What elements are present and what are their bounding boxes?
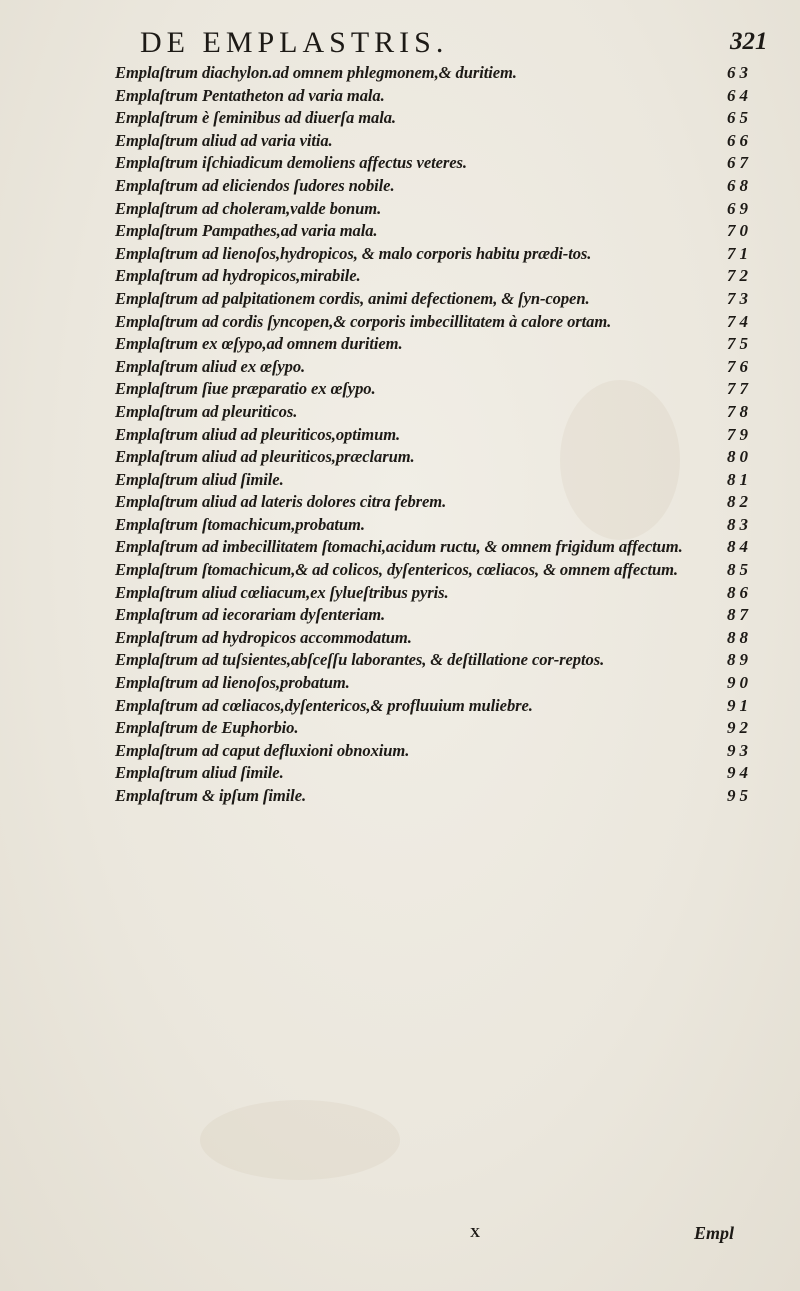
entry-page-number: 85 (727, 560, 752, 580)
index-entry (0, 627, 800, 650)
page-header (0, 26, 800, 66)
index-entry (0, 559, 800, 582)
entry-title: Emplaſtrum aliud cœliacum,ex ſylueſtribus pyris. (115, 582, 449, 602)
entry-page-number: 63 (727, 63, 752, 82)
index-entry (0, 85, 800, 108)
page-footer (0, 1223, 800, 1252)
index-entry (0, 401, 800, 424)
index-entry (0, 582, 800, 605)
entry-page-number: 77 (727, 379, 752, 399)
entry-page-number: 66 (727, 130, 752, 150)
page-number: 321 (730, 28, 768, 55)
entry-page-number: 89 (727, 650, 752, 670)
entry-page-number: 78 (727, 401, 752, 421)
index-entry (0, 333, 800, 356)
entry-title: Emplaſtrum ad caput defluxioni obnoxium. (115, 740, 410, 760)
entry-title: Emplaſtrum aliud ad varia vitia. (115, 130, 333, 150)
index-entry (0, 536, 800, 559)
index-entry (0, 762, 800, 785)
entry-title: Emplaſtrum ad hydropicos accommodatum. (115, 627, 412, 647)
index-entry (0, 62, 800, 85)
index-entry (0, 107, 800, 130)
entry-page-number: 90 (727, 673, 752, 693)
index-entry (0, 311, 800, 334)
entry-title: Emplaſtrum diachylon.ad omnem phlegmonem,& duritiem. (115, 63, 517, 82)
entry-page-number: 93 (727, 740, 752, 760)
entry-page-number: 91 (727, 695, 752, 715)
entry-title: Emplaſtrum ad palpitationem cordis, animi defectionem, & ſyn-copen. (115, 288, 590, 308)
entry-title: Emplaſtrum de Euphorbio. (115, 718, 299, 738)
index-entry (0, 469, 800, 492)
entry-page-number: 86 (727, 582, 752, 602)
entry-title: Emplaſtrum ſtomachicum,& ad colicos, dyſentericos, cœliacos, & omnem affectum. (115, 560, 678, 580)
signature-mark: X (470, 1226, 481, 1241)
index-entry (0, 175, 800, 198)
entry-page-number: 94 (727, 763, 752, 783)
entry-page-number: 72 (727, 266, 752, 286)
catchword: Empl (694, 1223, 735, 1243)
entry-title: Emplaſtrum ex œſypo,ad omnem duritiem. (115, 334, 403, 354)
entry-title: Emplaſtrum aliud ſimile. (115, 469, 284, 489)
entry-page-number: 71 (727, 243, 752, 263)
entry-title: Emplaſtrum ad eliciendos ſudores nobile. (115, 175, 395, 195)
index-entry (0, 672, 800, 695)
entry-title: Emplaſtrum ad tuſsientes,abſceſſu laborantes, & deſtillatione cor-reptos. (115, 650, 605, 670)
running-title: DE EMPLASTRIS. (140, 26, 449, 59)
index-entry (0, 356, 800, 379)
entry-page-number: 73 (727, 288, 752, 308)
entry-title: Emplaſtrum ad imbecillitatem ſtomachi,acidum ructu, & omnem frigidum affectum. (115, 537, 683, 557)
entry-title: Emplaſtrum Pampathes,ad varia mala. (115, 221, 378, 241)
entry-page-number: 70 (727, 221, 752, 241)
entry-title: Emplaſtrum iſchiadicum demoliens affectus veteres. (115, 153, 467, 173)
entry-page-number: 95 (727, 786, 752, 805)
entry-title: Emplaſtrum è ſeminibus ad diuerſa mala. (115, 108, 396, 128)
index-entry (0, 424, 800, 447)
entry-title: Emplaſtrum ad cordis ſyncopen,& corporis imbecillitatem à calore ortam. (115, 311, 612, 331)
index-entry (0, 604, 800, 627)
entry-title: Emplaſtrum aliud ad pleuriticos,optimum. (115, 424, 401, 444)
index-entry (0, 243, 800, 266)
entry-page-number: 81 (727, 469, 752, 489)
entry-title: Emplaſtrum aliud ſimile. (115, 763, 284, 783)
entry-page-number: 83 (727, 514, 752, 534)
index-entry (0, 740, 800, 763)
entry-page-number: 74 (727, 311, 752, 331)
entry-title: Emplaſtrum & ipſum ſimile. (115, 786, 307, 805)
entry-title: Emplaſtrum ad lienoſos,probatum. (115, 673, 350, 693)
index-entry (0, 491, 800, 514)
index-entry (0, 649, 800, 672)
entry-page-number: 64 (727, 85, 752, 105)
entry-page-number: 82 (727, 492, 752, 512)
entry-title: Emplaſtrum ſiue præparatio ex œſypo. (115, 379, 376, 399)
entry-page-number: 92 (727, 718, 752, 738)
entry-title: Emplaſtrum ad choleram,valde bonum. (115, 198, 382, 218)
paper-stain (200, 1100, 400, 1180)
entry-title: Emplaſtrum aliud ad pleuriticos,præclarum. (115, 447, 415, 467)
entry-title: Emplaſtrum ad iecorariam dyſenteriam. (115, 605, 386, 625)
index-entries (0, 62, 800, 808)
entry-title: Emplaſtrum ad pleuriticos. (115, 401, 298, 421)
entry-page-number: 69 (727, 198, 752, 218)
entry-title: Emplaſtrum Pentatheton ad varia mala. (115, 85, 385, 105)
index-entry (0, 152, 800, 175)
entry-page-number: 76 (727, 356, 752, 376)
index-entry (0, 514, 800, 537)
entry-page-number: 80 (727, 447, 752, 467)
index-entry (0, 130, 800, 153)
entry-title: Emplaſtrum ſtomachicum,probatum. (115, 514, 365, 534)
entry-page-number: 87 (727, 605, 752, 625)
entry-page-number: 79 (727, 424, 752, 444)
entry-title: Emplaſtrum ad hydropicos,mirabile. (115, 266, 361, 286)
index-entry (0, 220, 800, 243)
index-entry (0, 695, 800, 718)
index-entry (0, 378, 800, 401)
entry-title: Emplaſtrum ad lienoſos,hydropicos, & malo corporis habitu prædi-tos. (115, 243, 592, 263)
entry-title: Emplaſtrum ad cœliacos,dyſentericos,& profluuium muliebre. (115, 695, 533, 715)
entry-page-number: 84 (727, 537, 752, 557)
index-entry (0, 785, 800, 808)
entry-page-number: 88 (727, 627, 752, 647)
entry-page-number: 68 (727, 175, 752, 195)
index-entry (0, 446, 800, 469)
entry-page-number: 75 (727, 334, 752, 354)
entry-page-number: 65 (727, 108, 752, 128)
index-entry (0, 265, 800, 288)
index-entry (0, 198, 800, 221)
entry-title: Emplaſtrum aliud ad lateris dolores citra febrem. (115, 492, 447, 512)
index-entry (0, 288, 800, 311)
index-entry (0, 717, 800, 740)
entry-page-number: 67 (727, 153, 752, 173)
entry-title: Emplaſtrum aliud ex œſypo. (115, 356, 306, 376)
